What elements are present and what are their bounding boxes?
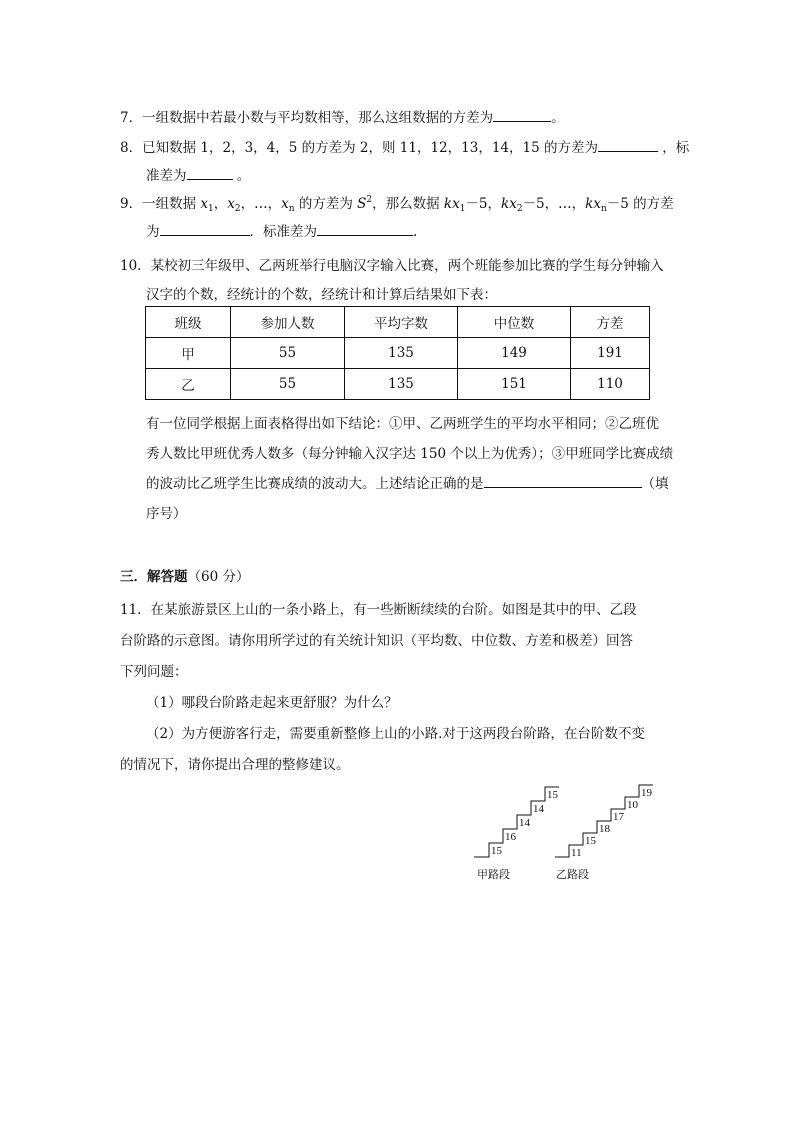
table-cell: 135 xyxy=(345,369,458,400)
question-number: 7． xyxy=(120,110,143,126)
question-number: 9． xyxy=(120,196,143,212)
table-header: 参加人数 xyxy=(231,307,345,338)
question-11-line3: 下列问题： xyxy=(120,664,188,680)
question-10-line1 xyxy=(120,254,664,274)
question-11-part2b: 的情况下，请你提出合理的整修建议。 xyxy=(120,757,350,773)
std-answer-blank[interactable] xyxy=(317,221,413,236)
answer-blank[interactable] xyxy=(484,473,642,488)
jia-step-label: 14 xyxy=(519,817,530,829)
yi-step-label: 15 xyxy=(585,835,596,847)
subscript: 1 xyxy=(208,204,214,214)
table-row xyxy=(146,338,650,369)
question-text: 为 xyxy=(146,224,160,240)
question-9-line2 xyxy=(146,220,417,240)
jia-step-label: 16 xyxy=(505,831,516,843)
yi-label: 乙路段 xyxy=(556,869,589,881)
punctuation: ，…， xyxy=(240,196,282,212)
table-cell: 甲 xyxy=(146,338,231,369)
question-text: ，那么数据 xyxy=(372,196,444,212)
question-text: －5， xyxy=(465,196,502,212)
question-text: 准差为 xyxy=(146,168,187,184)
answer-blank[interactable] xyxy=(598,137,658,152)
question-10-conclusion-2: 秀人数比甲班优秀人数多（每分钟输入汉字达 150 个以上为优秀）；③甲班同学比赛成绩 xyxy=(146,446,674,462)
punctuation: . xyxy=(413,224,418,240)
variable: x xyxy=(227,196,235,212)
variable: kx xyxy=(585,196,601,212)
question-text: （填 xyxy=(641,476,669,492)
subscript: 2 xyxy=(516,204,523,214)
section-title: 三．解答题 xyxy=(120,569,188,585)
jia-step-label: 15 xyxy=(491,845,502,857)
subscript: n xyxy=(600,204,607,214)
variable: kx xyxy=(443,196,460,212)
question-10-conclusion-3 xyxy=(146,472,669,492)
table-header: 班级 xyxy=(146,307,231,338)
question-11-part1: （1）哪段台阶路走起来更舒服？为什么？ xyxy=(146,695,398,711)
question-11-line2: 台阶路的示意图。请你用所学过的有关统计知识（平均数、中位数、方差和极差）回答 xyxy=(120,633,633,649)
question-number: 10． xyxy=(120,258,151,274)
variance-answer-blank[interactable] xyxy=(160,221,250,236)
yi-step-label: 17 xyxy=(613,811,624,823)
table-cell: 151 xyxy=(458,369,571,400)
table-cell: 191 xyxy=(571,338,650,369)
question-7 xyxy=(120,106,565,126)
question-9-line1 xyxy=(120,192,674,214)
table-cell: 149 xyxy=(458,338,571,369)
question-text: 一组数据中若最小数与平均数相等，那么这组数据的方差为 xyxy=(142,110,494,126)
variable: kx xyxy=(501,196,517,212)
question-text: －5，…， xyxy=(522,196,586,212)
table-header-row xyxy=(146,307,650,338)
table-cell: 110 xyxy=(571,369,650,400)
section-points: （60 分） xyxy=(187,569,250,585)
yi-step-label: 19 xyxy=(641,787,652,799)
question-text: 的波动比乙班学生比赛成绩的波动大。上述结论正确的是 xyxy=(146,476,484,492)
question-text: ．标准差为 xyxy=(249,224,317,240)
yi-step-label: 11 xyxy=(571,847,582,859)
punctuation: 。 xyxy=(551,110,565,126)
question-10-line2: 汉字的个数，经统计的个数，经统计和计算后结果如下表： xyxy=(146,287,497,303)
table-header: 方差 xyxy=(571,307,650,338)
table-header: 平均字数 xyxy=(345,307,458,338)
answer-blank[interactable] xyxy=(187,165,233,180)
question-text: 已知数据 1，2，3，4，5 的方差为 2，则 11，12，13，14，15 的方差为 xyxy=(142,140,598,156)
table-header: 中位数 xyxy=(458,307,571,338)
jia-step-label: 14 xyxy=(533,803,544,815)
question-text: ，标 xyxy=(662,140,690,156)
jia-step-label: 15 xyxy=(547,789,558,801)
table-row xyxy=(146,369,650,400)
variable: x xyxy=(200,196,209,212)
answer-blank[interactable] xyxy=(493,107,551,122)
table-cell: 55 xyxy=(231,338,345,369)
yi-staircase xyxy=(555,785,653,859)
question-number: 8． xyxy=(120,140,143,156)
jia-staircase xyxy=(474,787,559,857)
result-table xyxy=(145,306,650,400)
question-text: 的方差为 xyxy=(294,196,358,212)
superscript: 2 xyxy=(366,195,373,205)
jia-label: 甲路段 xyxy=(477,869,510,881)
punctuation: ， xyxy=(213,196,228,212)
variable: S xyxy=(357,196,367,212)
question-10-conclusion-4: 序号） xyxy=(146,506,187,522)
subscript: 1 xyxy=(459,204,466,214)
question-11-part2a: （2）为方便游客行走，需要重新整修上山的小路.对于这两段台阶路，在台阶数不变 xyxy=(146,726,645,742)
table-cell: 乙 xyxy=(146,369,231,400)
question-text: 某校初三年级甲、乙两班举行电脑汉字输入比赛，两个班能参加比赛的学生每分钟输入 xyxy=(150,258,664,274)
question-10-conclusion-1: 有一位同学根据上面表格得出如下结论：①甲、乙两班学生的平均水平相同；②乙班优 xyxy=(146,416,659,432)
subscript: 2 xyxy=(234,204,241,214)
punctuation: 。 xyxy=(236,168,251,184)
question-text: －5 的方差 xyxy=(606,196,674,212)
yi-step-label: 18 xyxy=(599,823,610,835)
question-8-line1 xyxy=(120,136,689,156)
question-11-line1: 11．在某旅游景区上山的一条小路上，有一些断断续续的台阶。如图是其中的甲、乙段 xyxy=(120,602,637,618)
yi-step-label: 10 xyxy=(627,799,638,811)
staircase-figure xyxy=(465,772,685,887)
variable: x xyxy=(281,196,289,212)
yi-stair-outline xyxy=(555,785,653,857)
question-8-line2 xyxy=(146,164,250,184)
table-cell: 55 xyxy=(231,369,345,400)
table-cell: 135 xyxy=(345,338,458,369)
question-text: 一组数据 xyxy=(142,196,197,212)
subscript: n xyxy=(288,204,295,214)
section-heading xyxy=(120,565,249,585)
